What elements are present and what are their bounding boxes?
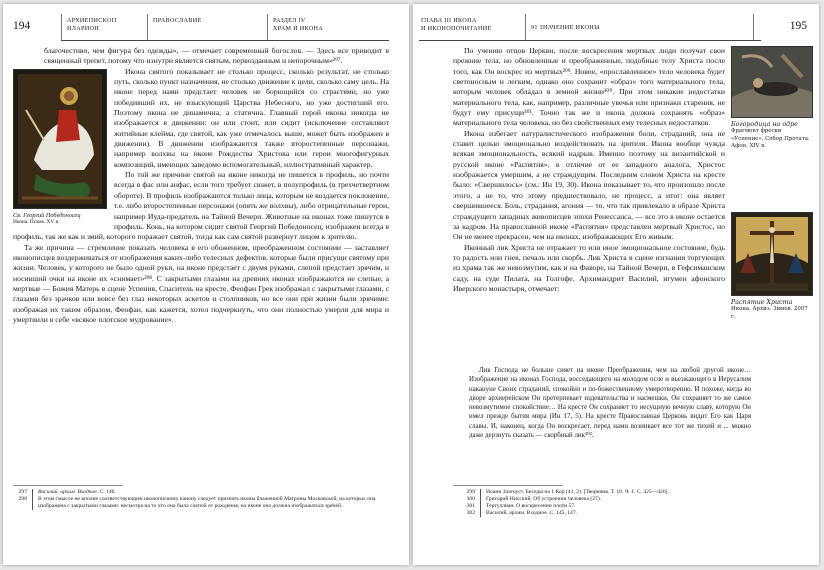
- header-author-line: АРХИЕПИСКОП: [67, 17, 117, 24]
- figure-crucifixion: [731, 212, 813, 321]
- footnote-number: 301: [455, 503, 481, 510]
- footnote: [7, 496, 393, 510]
- header-chapter-line: РАЗДЕЛ IV: [273, 17, 306, 24]
- right-running-header: [413, 14, 819, 40]
- left-body-text: [13, 46, 389, 471]
- figure-caption: [731, 299, 813, 321]
- figure-caption: [13, 212, 107, 227]
- header-author-line: ИЛАРИОН: [67, 24, 100, 32]
- figure-dormition: [731, 46, 813, 151]
- footnote-number: 299: [455, 489, 481, 496]
- left-page: [3, 4, 409, 565]
- header-divider: [147, 14, 148, 40]
- figure-source: Фрагмент фрески «Успение». Собор Протата. Афон. XIV в.: [731, 128, 810, 150]
- footnote-number: 297: [7, 489, 33, 496]
- dormition-fresco-image: [731, 46, 813, 118]
- footnote-rule: [453, 485, 563, 486]
- right-body-text: [453, 46, 725, 346]
- footnote-number: 302: [455, 510, 481, 517]
- left-running-header: [3, 14, 409, 40]
- footnote-text: Василий, архим. Входное. С. 146.: [38, 489, 116, 495]
- left-page-number: 194: [13, 20, 31, 32]
- figure-title: Богородица на одре: [731, 121, 798, 128]
- paragraph: благочестиво, чем фигура без одежды», — отмечает современный богослов. — Здесь все приводит в священный трепет, потому что изнутри является святым, первозданным и непорочным»²⁹⁷.: [44, 46, 389, 66]
- header-rule: [419, 40, 761, 41]
- footnote: [455, 510, 795, 517]
- header-part-line: ГЛАВА III ИКОНА: [421, 17, 477, 24]
- paragraph: По той же причине святой на иконе никогда не пишется в профиль, но почти всегда в фас или анфас, если того требует сюжет, в полупрофиль (в трехчетвертном обороте). В профиль изображаются только лица, которым не воздается поклонение, т.е. либо второстепенные персонажи (опять же волхвы), либо отрицательные герои, например Иуда-предатель на Тайной Вечери. Животные на иконах тоже пишутся в профиль. Конь, на котором сидит святой Георгий Победоносец, изображен всегда в профиль, так же как и змий, которого поражает святой, тогда как сам святой развернут лицом к зрителю.: [13, 170, 389, 242]
- header-rule: [61, 40, 389, 41]
- right-page: [413, 4, 819, 565]
- header-section: ПРАВОСЛАВИЕ: [153, 17, 202, 24]
- header-author: [67, 17, 116, 32]
- footnote-rule: [13, 485, 123, 486]
- right-page-number: 195: [789, 20, 807, 32]
- right-footnotes: [455, 489, 795, 517]
- paragraph: Иконный лик Христа не отражает то или иное эмоциональное состояние, будь то радость или гнев, печаль или скорбь. Лик Христа в сцене изгнания торгующих из храма так же невозмутим, как и на Фаворе, на Тайной Вечери, в Гефсиманском саду, на суде Пилата, на Голгофе. Архимандрит Василий, игумен афонского Иверского монастыря, отмечает:: [453, 242, 725, 293]
- figure-source: Икона. Архиз. Зимов. 2007 г.: [731, 306, 808, 320]
- footnote-text: В этом смысле не вполне соответствующим иконописному канону следует признать иконы блаженной Матроны Московской, на которых она изображена с закрытыми глазами: несмотря на то что она была слепой от рождения, на иконе она должна изображаться зрячей.: [38, 496, 376, 509]
- crucifixion-icon-image: [731, 212, 813, 296]
- footnote: [455, 503, 795, 510]
- figure-st-george: [13, 69, 107, 227]
- header-part-line: И ИКОНОПОЧИТАНИЕ: [421, 24, 492, 32]
- footnote-number: 300: [455, 496, 481, 503]
- figure-caption: [731, 121, 813, 151]
- header-divider: [267, 14, 268, 40]
- footnote-text: Василий, архим. Входное. С. 145, 147.: [486, 510, 578, 516]
- header-chapter: [273, 17, 323, 32]
- header-divider: [525, 14, 526, 40]
- header-divider: [753, 14, 754, 40]
- header-section: 91 ЗНАЧЕНИЕ ИКОНЫ: [531, 24, 600, 31]
- footnote-text: Иоанн Златоуст. Беседы на 1 Кор (41, 2). [Творения. Т. 10. Ч. 1. С. 425—426].: [486, 489, 669, 495]
- footnote: [7, 489, 393, 496]
- header-divider: [61, 14, 62, 40]
- figure-title: Распятие Христа: [731, 299, 793, 306]
- footnote-number: 298: [7, 496, 33, 510]
- paragraph: По учению отцов Церкви, после воскресения мертвых люди получат свои прежние тела, но обновленные и преображенные, подобные телу Христа после того, как Он воскрес из мертвых²⁹⁹. Новое, «прославленное» тело человека будет светоносным и легким, однако оно сохранит «образ» того материального тела, которым человек обладал в земной жизни³⁰⁰. При этом никакие недостатки материального тела, как, например, различные увечья или признаки старения, не будут ему присущи³⁰¹. Точно так же и икона должна сохранять «образ» материального тела человека, но без свойственных ему телесных недостатков.: [453, 46, 725, 128]
- figure-source: Икона. Псков. XV в.: [13, 219, 60, 226]
- block-quote: [469, 366, 751, 471]
- paragraph: Икона избегает натуралистического изображения боли, страданий, она не ставит целью эмоционально воздействовать на зрителя. Икона вообще чужда всякая эмоциональность, всякий надрыв. Именно поэтому на византийской и русской иконе «Распятия», в отличие от ее западного аналога, Христос изображается умершим, а не страждущим. Последним словом Христа на кресте было: «Свершилось» (см.: Ин 19, 30). Икона показывает то, что произошло после этого, а не то, что этому предшествовало, не процесс, а итог: она являет свершившееся. Боль, страдания, агония — то, что так привлекало в образе Христа страждущего западных живописцев эпохи Ренессанса, — все это в иконе остается за кадром. На православной иконе «Распятия» представлен мертвый Христос, но Он не менее прекрасен, чем на иконах, изображающих Его живым.: [453, 128, 725, 242]
- footnote-text: Григорий Нисский. Об устроении человека (27).: [486, 496, 602, 502]
- st-george-icon-image: [13, 69, 107, 209]
- footnote: [455, 496, 795, 503]
- paragraph: Та же причина — стремление показать человека в его обоженном, преображенном состоянии — заставляет иконописцев воздерживаться от изображения каких-либо телесных дефектов, которые были присущи святому при жизни. Человек, у которого не было одной руки, на иконе предстает с двумя руками, слепой предстает зрячим, и носивший очки на иконе их «снимает»²⁹⁸. С закрытыми глазами на древних иконах изображаются не слепые, а мертвые — Божия Матерь в сцене Успения, Спаситель на кресте. Феофан Грек изображал с закрытыми глазами, с глазами без зрачков или вовсе без глаз некоторых аскетов и столпников, но все они при жизни были зрячими: изображая их таким образом, Феофан, как кажется, хотел подчеркнуть, что они полностью умерли для мира и умертвили в себе «всякое плотское мудрование».: [13, 242, 389, 324]
- footnote-text: Тертуллиан. О воскресении плоти 57.: [486, 503, 576, 509]
- left-footnotes: [7, 489, 393, 510]
- footnote: [455, 489, 795, 496]
- figure-title: Св. Георгий Победоносец: [13, 211, 81, 219]
- header-chapter-line: ХРАМ И ИКОНА: [273, 24, 324, 32]
- paragraph: Икона святого показывает не столько процесс, сколько результат, не столько путь, сколько пункт назначения, не столько движение к цели, сколько саму цель. На иконе перед нами предстает человек не борющийся со страстями, но уже победивший их, не взыскующий Царства Небесного, но уже достигший его. Поэтому икона не динамична, а статична. Главный герой иконы никогда не изображается в движении: он или стоит, или сидит (исключение составляют житийные клейма, где святой, как уже отмечалось выше, может быть изображен в движении). В движении изображаются также второстепенные персонажи, например волхвы на иконе Рождества Христова или герои многофигурных композиций, имеющих заведомо вспомогательный, иллюстративный характер.: [114, 66, 389, 169]
- quote-text: Лик Господа не больше сияет на иконе Преображения, чем на любой другой иконе… Изображение на иконах Господа, восседающего на молодом осле и въезжающего в Иерусалим накануне Своих страданий, спокойно и по-божественному умиротворенно. И похоже, когда во дворе архиерейском Он претерпевает издевательства и насмешки, Он сохраняет то же самое невозмутимое спокойствие… На кресте Он сохраняет то несущную вечную славу, которую Он имел прежде бытия мира (Ин 17, 5). На кресте Православная Церковь видит Его как Царя славы. И, наконец, когда Он воскресает, перед нами возникает все тот же тихий и ... можно даже дерзнуть сказать — скорбный лик³⁰².: [469, 367, 751, 440]
- header-part: [421, 17, 492, 32]
